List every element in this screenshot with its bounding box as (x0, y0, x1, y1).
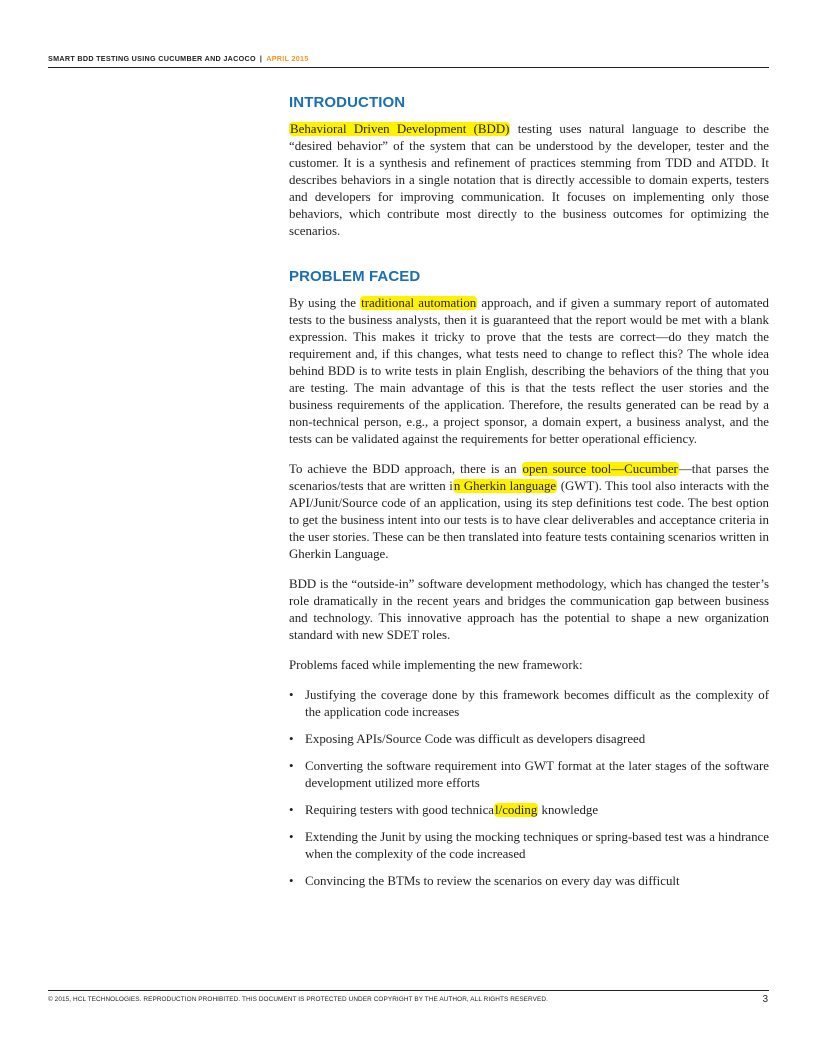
highlight-coding: l/coding (495, 803, 538, 817)
problem-p2-text: (GWT). This tool also interacts with the API/Junit/Source code of an application, using its step definitions test code. The best option to get the business intent into our tests is to have clear deliverables and acceptance criteria in the user stories. These can be then translated into feature tests containing scenarios written in Gherkin Language. (289, 479, 769, 561)
list-item (289, 802, 769, 819)
list-item: • Exposing APIs/Source Code was difficult as developers disagreed (289, 731, 769, 748)
list-item: • Converting the software requirement into GWT format at the later stages of the software development utilized more efforts (289, 758, 769, 792)
highlight-traditional-automation: traditional automation (361, 296, 477, 310)
page-number: 3 (762, 994, 768, 1005)
bullet4-lead: Requiring testers with good technica (305, 803, 495, 817)
problem-paragraph-3: BDD is the “outside-in” software development methodology, which has changed the tester’s role dramatically in the recent years and bridges the communication gap between business and technology. This innovative approach has the potential to shape a new organization standard with new SDET roles. (289, 577, 769, 642)
problem-heading: PROBLEM FACED (289, 268, 421, 285)
footer-rule (48, 990, 769, 991)
introduction-text: testing uses natural language to describe the “desired behavior” of the system that can be understood by the developer, tester and the customer. It is a synthesis and refinement of practices stemming from TDD and ATDD. It describes behaviors in a single notation that is directly accessible to domain experts, testers and developers for improving communication. It focuses on implementing only those behaviors, which contribute most directly to the business outcomes for optimizing the scenarios. (289, 122, 769, 238)
problem-p2-mid: —that parses the scenarios/tests that are written i (289, 462, 769, 493)
problem-paragraph-4: Problems faced while implementing the new framework: (289, 658, 583, 672)
introduction-heading: INTRODUCTION (289, 94, 406, 111)
main-content (289, 94, 769, 900)
list-item: • Justifying the coverage done by this framework becomes difficult as the complexity of the application code increases (289, 687, 769, 721)
problem-p2-lead: To achieve the BDD approach, there is an (289, 462, 522, 476)
running-header (48, 54, 309, 63)
list-item: • Convincing the BTMs to review the scenarios on every day was difficult (289, 873, 769, 890)
problem-paragraph-2 (289, 461, 769, 563)
footer-copyright: © 2015, HCL TECHNOLOGIES. REPRODUCTION PROHIBITED. THIS DOCUMENT IS PROTECTED UNDER COPYRIGHT BY THE AUTHOR, ALL RIGHTS RESERVED. (48, 996, 548, 1003)
list-item: • Extending the Junit by using the mocking techniques or spring-based test was a hindrance when the complexity of the code increased (289, 829, 769, 863)
highlight-gherkin-language: n Gherkin language (453, 479, 557, 493)
bullet4-tail: knowledge (538, 803, 599, 817)
highlight-open-source-tool: open source tool—Cucumber (522, 462, 678, 476)
header-rule (48, 67, 769, 68)
problem-paragraph-1 (289, 295, 769, 448)
problem-p1-text: approach, and if given a summary report of automated tests to the business analysts, then it is guaranteed that the report would be met with a blank expression. This makes it tricky to prove that the tests are correct—do they match the requirement and, if this changes, what tests need to change to reflect this? The whole idea behind BDD is to write tests in plain English, describing the behaviors of the thing that you are testing. The main advantage of this is that the tests reflect the user stories and the business requirements of the application. Therefore, the results generated can be read by a non-technical person, e.g., a project sponsor, a domain expert, a business analyst, and the tests can be validated against the requirements for better operational efficiency. (289, 296, 769, 446)
header-doc-title: SMART BDD TESTING USING CUCUMBER AND JACOCO (48, 54, 256, 63)
introduction-paragraph (289, 121, 769, 240)
header-date: APRIL 2015 (266, 54, 309, 63)
highlight-bdd: Behavioral Driven Development (BDD) (290, 122, 510, 136)
problem-p1-lead: By using the (289, 296, 361, 310)
problems-list (289, 687, 769, 890)
header-separator: | (259, 54, 263, 63)
